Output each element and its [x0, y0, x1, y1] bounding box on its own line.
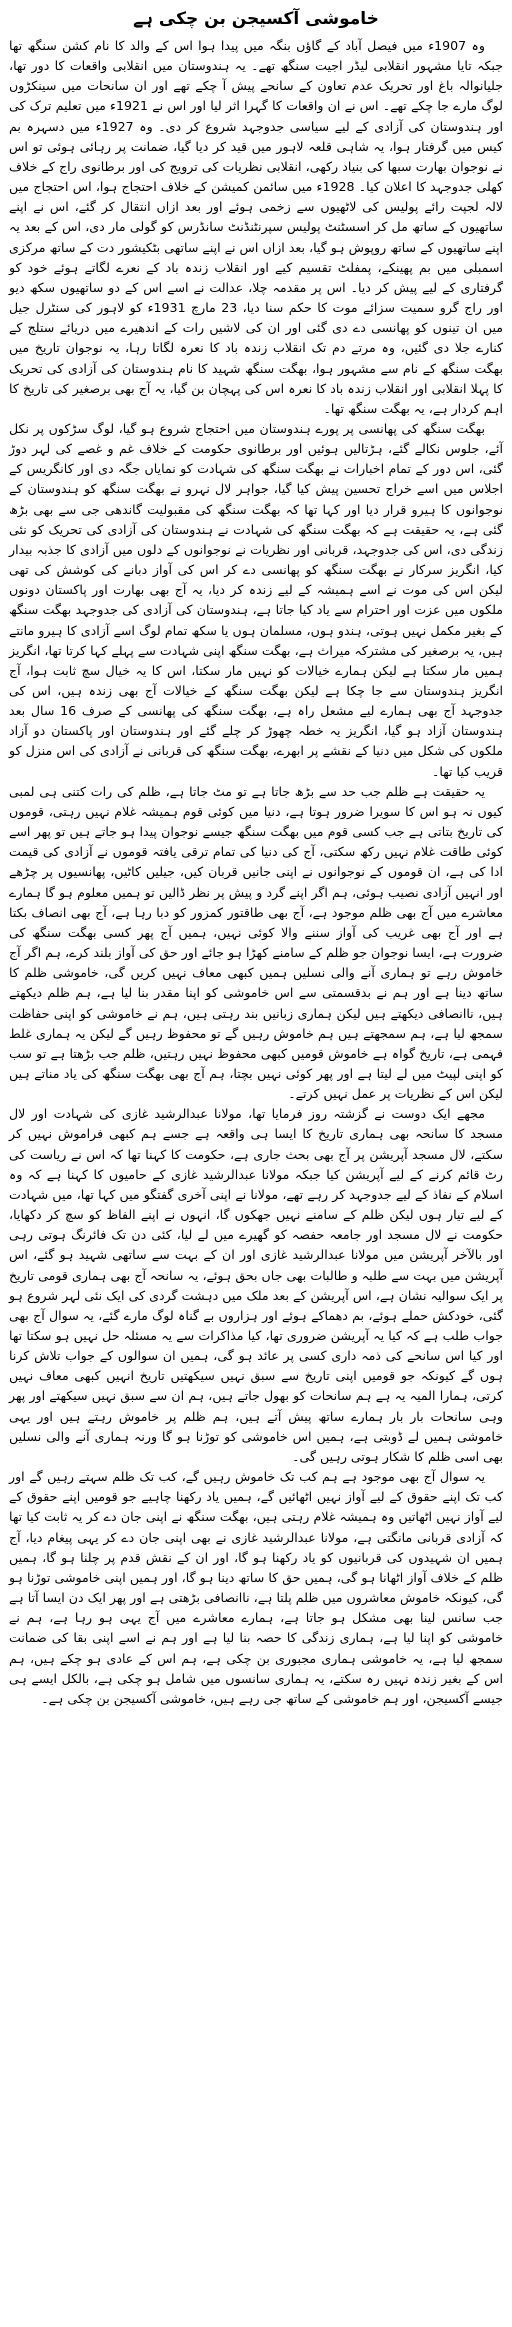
article-paragraph: یہ سوال آج بھی موجود ہے ہم کب تک خاموش رہیں گے، کب تک ظلم سہتے رہیں گے اور کب تک اپنے حقوق کے لیے آواز نہیں اٹھائیں گے، ہمیں یاد رکھنا چاہیے جو قومیں اپنے حقوق کے لیے آواز نہیں اٹھاتیں وہ ہمیشہ غلام رہتی ہیں، بھگت سنگھ نے اپنی جان دے کر یہ ثابت کیا تھا کہ آزادی قربانی مانگتی ہے، مولانا عبدالرشید غازی نے بھی اپنی جان دے کر یہی پیغام دیا، آج ہمیں ان شہیدوں کی قربانیوں کو یاد رکھنا ہو گا، اور ان کے نقش قدم پر چلنا ہو گا، ہمیں ظلم کے خلاف آواز اٹھانا ہو گی، ہمیں حق کا ساتھ دینا ہو گا، اور ہمیں اپنی خاموشی توڑنا ہو گی، کیونکہ خاموش معاشروں میں ظلم پلتا ہے، ناانصافی بڑھتی ہے اور پھر ایک دن ایسا آتا ہے جب سانس لینا بھی مشکل ہو جاتا ہے، ہمارے معاشرے میں آج یہی ہو رہا ہے، ہم نے خاموشی کو اپنا لیا ہے، ہماری زندگی کا حصہ بنا لیا ہے اور ہم نے اسے اپنی بقا کی ضمانت سمجھ لیا ہے، یہ خاموشی ہماری مجبوری بن چکی ہے، ہم اس کے عادی ہو چکے ہیں، ہم اس کے بغیر زندہ نہیں رہ سکتے، یہ ہماری سانسوں میں شامل ہو چکی ہے، بالکل ایسے ہی جیسے آکسیجن، اور ہم خاموشی کے ساتھ جی رہے ہیں، خاموشی آکسیجن بن چکی ہے۔ [9, 1469, 503, 1706]
article-body [9, 36, 503, 1709]
article-paragraph: وہ 1907ء میں فیصل آباد کے گاؤں بنگہ میں پیدا ہوا اس کے والد کا نام کشن سنگھ تھا جبکہ تایا مشہور انقلابی لیڈر اجیت سنگھ تھے۔ یہ ہندوستان میں انقلابی واقعات کا دور تھا، جلیانوالہ باغ اور تحریک عدم تعاون کے سانحے پیش آ چکے تھے اور ان سانحات میں سینکڑوں لوگ مارے جا چکے تھے۔ اس نے ان واقعات کا گہرا اثر لیا اور اس نے 1921ء میں تعلیم ترک کی اور ہندوستان کی آزادی کے لیے سیاسی جدوجہد شروع کر دی۔ وہ 1927ء میں دسہرہ بم کیس میں گرفتار ہوا، یہ شاہی قلعہ لاہور میں قید کر دیا گیا، ضمانت پر رہائی ہوئی تو اس نے نوجوان بھارت سبھا کی بنیاد رکھی، انقلابی نظریات کی ترویج کی اور برطانوی راج کے خلاف کھلی جدوجہد کا اعلان کیا۔ 1928ء میں سائمن کمیشن کے خلاف احتجاج ہوا، اس احتجاج میں لالہ لجپت رائے پولیس کی لاٹھیوں سے زخمی ہوئے اور بعد ازاں انتقال کر گئے، اس نے اپنے ساتھیوں کے ساتھ مل کر اسسٹنٹ پولیس سپرنٹنڈنٹ سانڈرس کو گولی مار دی، اس کے بعد یہ اپنے ساتھیوں کے ساتھ روپوش ہو گیا، بعد ازاں اس نے اپنے ساتھی بٹکیشور دت کے ساتھ مرکزی اسمبلی میں بم پھینکے، پمفلٹ تقسیم کیے اور انقلاب زندہ باد کے نعرے لگاتے ہوئے خود کو گرفتاری کے لیے پیش کر دیا۔ اس پر مقدمہ چلا، عدالت نے اسے اس کے دو ساتھیوں سکھ دیو اور راج گرو سمیت سزائے موت کا حکم سنا دیا، 23 مارچ 1931ء کو لاہور کی سنٹرل جیل میں ان تینوں کو پھانسی دے دی گئی اور ان کی لاشیں رات کے اندھیرے میں دریائے ستلج کے کنارے جلا دی گئیں، وہ مرتے دم تک انقلاب زندہ باد کا نعرہ لگاتا رہا، یہ نوجوان تاریخ میں بھگت سنگھ کے نام سے مشہور ہوا، بھگت سنگھ شہید کا نام ہندوستان کی آزادی کی تحریک کا پہلا انقلابی اور انقلاب زندہ باد کا نعرہ اس کی پہچان بن گیا، یہ آج بھی برصغیر کی تاریخ کا اہم کردار ہے، یہ بھگت سنگھ تھا۔ [9, 38, 503, 416]
article-paragraph: مجھے ایک دوست نے گزشتہ روز فرمایا تھا، مولانا عبدالرشید غازی کی شہادت اور لال مسجد کا سانحہ بھی ہماری تاریخ کا ایسا ہی واقعہ ہے جسے ہم کبھی فراموش نہیں کر سکتے، لال مسجد آپریشن پر آج بھی بحث جاری ہے، حکومت کا کہنا تھا کہ اس نے ریاست کی رٹ قائم کرنے کے لیے آپریشن کیا جبکہ مولانا عبدالرشید غازی کے حامیوں کا کہنا ہے کہ وہ اسلام کے نفاذ کے لیے جدوجہد کر رہے تھے، مولانا نے اپنی آخری گفتگو میں کہا تھا، میں شہادت کے لیے تیار ہوں لیکن ظلم کے سامنے نہیں جھکوں گا، انہوں نے اپنے الفاظ کو سچ کر دکھایا، حکومت نے لال مسجد اور جامعہ حفصہ کو گھیرے میں لے لیا، کئی دن تک فائرنگ ہوتی رہی اور بالآخر آپریشن میں مولانا عبدالرشید غازی اور ان کے بہت سے ساتھی شہید ہو گئے، اس آپریشن میں بہت سے طلبہ و طالبات بھی جاں بحق ہوئے، یہ سانحہ آج بھی ہماری قومی تاریخ پر ایک سوالیہ نشان ہے، اس آپریشن کے بعد ملک میں دہشت گردی کی ایک نئی لہر شروع ہو گئی، خودکش حملے ہوئے، بم دھماکے ہوئے اور ہزاروں بے گناہ لوگ مارے گئے، یہ سوال آج بھی جواب طلب ہے کہ کیا یہ آپریشن ضروری تھا، کیا مذاکرات سے یہ مسئلہ حل نہیں ہو سکتا تھا اور کیا اس سانحے کی ذمہ داری کسی پر عائد ہو گی، ہمیں ان سوالوں کے جواب تلاش کرنا ہوں گے کیونکہ جو قومیں اپنی تاریخ سے سبق نہیں سیکھتیں تاریخ انہیں کبھی معاف نہیں کرتی، ہمارا المیہ یہ ہے ہم سانحات کو بھول جاتے ہیں، ہم ان سے سبق نہیں سیکھتے اور پھر وہی سانحات بار بار ہمارے ساتھ پیش آتے ہیں، ہم ظلم پر خاموش رہتے ہیں اور یہی خاموشی ہمیں لے ڈوبتی ہے، ہمیں اس خاموشی کو توڑنا ہو گا ورنہ ہماری آنے والی نسلیں بھی اسی ظلم کا شکار ہوتی رہیں گی۔ [9, 1106, 503, 1464]
article-paragraph: یہ حقیقت ہے ظلم جب حد سے بڑھ جاتا ہے تو مٹ جاتا ہے، ظلم کی رات کتنی ہی لمبی کیوں نہ ہو اس کا سویرا ضرور ہوتا ہے، دنیا میں کوئی قوم ہمیشہ غلام نہیں رہتی، قوموں کی تاریخ بتاتی ہے جب کسی قوم میں بھگت سنگھ جیسے نوجوان پیدا ہو جاتے ہیں تو پھر اسے کوئی طاقت غلام نہیں رکھ سکتی، آج کی دنیا کی تمام ترقی یافتہ قوموں نے آزادی کی قیمت ادا کی ہے، ان قوموں کے نوجوانوں نے اپنی جانیں قربان کیں، جیلیں کاٹیں، پھانسیوں پر چڑھے اور انہیں آزادی نصیب ہوئی، ہم اگر اپنے گرد و پیش پر نظر ڈالیں تو ہمیں معلوم ہو گا ہمارے معاشرے میں آج بھی ظلم موجود ہے، آج بھی طاقتور کمزور کو دبا رہا ہے، آج بھی انصاف بکتا ہے اور آج بھی غریب کی آواز سننے والا کوئی نہیں، ہمیں آج پھر کسی بھگت سنگھ کی ضرورت ہے، ایسا نوجوان جو ظلم کے سامنے کھڑا ہو جائے اور حق کی آواز بلند کرے، ہم اگر آج خاموش رہے تو ہماری آنے والی نسلیں ہمیں کبھی معاف نہیں کریں گی، خاموشی ظلم کا ساتھ دینا ہے اور ہم نے بدقسمتی سے اس خاموشی کو اپنا مقدر بنا لیا ہے، ہم ظلم دیکھتے ہیں، ناانصافی دیکھتے ہیں لیکن ہماری زبانیں بند رہتی ہیں، ہم نے خاموشی کو اپنی حفاظت سمجھ لیا ہے، ہم سمجھتے ہیں ہم خاموش رہیں گے تو محفوظ رہیں گے لیکن یہ ہماری غلط فہمی ہے، تاریخ گواہ ہے خاموش قومیں کبھی محفوظ نہیں رہتیں، ظلم جب بڑھتا ہے تو سب کو اپنی لپیٹ میں لے لیتا ہے اور پھر کوئی نہیں بچتا، ہم آج بھی بھگت سنگھ کی یاد مناتے ہیں لیکن اس کے نظریات پر عمل نہیں کرتے۔ [9, 783, 503, 1102]
article-paragraph: بھگت سنگھ کی پھانسی پر پورے ہندوستان میں احتجاج شروع ہو گیا، لوگ سڑکوں پر نکل آئے، جلوس نکالے گئے، ہڑتالیں ہوئیں اور برطانوی حکومت کے خلاف غم و غصے کی لہر دوڑ گئی، اس دور کے تمام اخبارات نے بھگت سنگھ کی شہادت کو نمایاں جگہ دی اور کانگریس کے اجلاس میں اسے خراج تحسین پیش کیا گیا، جواہر لال نہرو نے بھگت سنگھ کو ہندوستان کے نوجوانوں کا ہیرو قرار دیا اور کہا تھا کہ بھگت سنگھ کی مقبولیت گاندھی جی سے بھی بڑھ گئی ہے، یہ حقیقت ہے کہ بھگت سنگھ کی شہادت نے ہندوستان کی آزادی کی تحریک کو نئی زندگی دی، اس کی جدوجہد، قربانی اور نظریات نے نوجوانوں کے دلوں میں آزادی کا جذبہ بیدار کیا، انگریز سرکار نے بھگت سنگھ کو پھانسی دے کر اس کی آواز دبانے کی کوشش کی تھی لیکن اس کی موت نے اسے ہمیشہ کے لیے زندہ کر دیا، یہ آج بھی بھارت اور پاکستان دونوں ملکوں میں عزت اور احترام سے یاد کیا جاتا ہے، ہندوستان کی آزادی کی جدوجہد بھگت سنگھ کے بغیر مکمل نہیں ہوتی، ہندو ہوں، مسلمان ہوں یا سکھ تمام لوگ اسے آزادی کا ہیرو مانتے ہیں، یہ برصغیر کی مشترکہ میراث ہے، بھگت سنگھ اپنی شہادت سے پہلے کہا کرتا تھا، انگریز ہمیں مار سکتا ہے لیکن ہمارے خیالات کو نہیں مار سکتا، اس کا یہ خیال سچ ثابت ہوا، آج انگریز ہندوستان سے جا چکا ہے لیکن بھگت سنگھ کے خیالات آج بھی زندہ ہیں، اس کی جدوجہد آج بھی ہمارے لیے مشعل راہ ہے، بھگت سنگھ کی پھانسی کے صرف 16 سال بعد ہندوستان آزاد ہو گیا، انگریز یہ خطہ چھوڑ کر چلے گئے اور ہندوستان اور پاکستان دو آزاد ملکوں کی شکل میں دنیا کے نقشے پر ابھرے، بھگت سنگھ کی قربانی نے آزادی کی اس منزل کو قریب کیا تھا۔ [9, 420, 503, 779]
article-headline: خاموشی آکسیجن بن چکی ہے [133, 9, 379, 29]
